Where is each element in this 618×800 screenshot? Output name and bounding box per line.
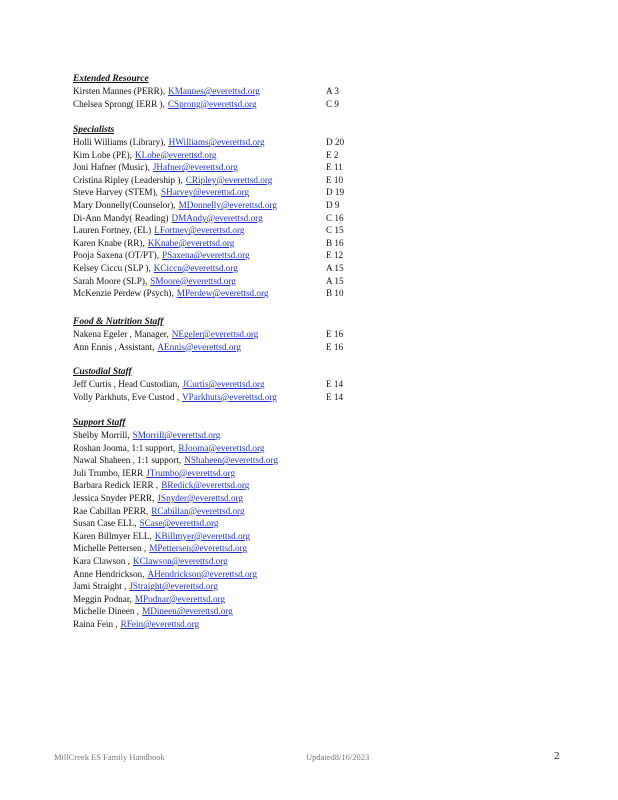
contact-name-role: Karen Billmyer ELL, [73, 530, 152, 541]
room-number: D 19 [326, 187, 345, 198]
email-link[interactable]: MPodnar@everettsd.org [134, 593, 226, 604]
contact-row [73, 429, 553, 442]
email-link[interactable]: SMorrill@everettsd.org [132, 430, 221, 440]
contact-row [73, 593, 553, 606]
contact-name-role: Holli Williams (Library), [73, 137, 166, 147]
email-link[interactable]: AEnnis@everettsd.org [157, 341, 241, 352]
contact-row [73, 275, 553, 288]
contact-name-role: McKenzie Perdew (Psych), [73, 288, 174, 299]
footer-handbook-title: MillCreek ES Family Handbook [54, 752, 165, 762]
email-link[interactable]: KLobe@everettsd.org [134, 149, 217, 160]
contact-row [73, 98, 553, 111]
email-link[interactable]: NEgeler@everettsd.org [171, 329, 259, 339]
contact-row [73, 341, 553, 354]
contact-name-role: Steve Harvey (STEM), [73, 187, 158, 198]
contact-row [73, 224, 553, 237]
contact-name-role: Nakena Egeler , Manager, [73, 329, 169, 339]
email-link[interactable]: VParkhuts@everettsd.org [182, 391, 277, 402]
section-custodial [73, 366, 553, 403]
email-link[interactable]: MPerdew@everettsd.org [176, 288, 269, 299]
section-food-nutrition [73, 316, 553, 353]
email-link[interactable]: MDonnelly@everettsd.org [178, 199, 277, 210]
email-link[interactable]: MPettersen@everettsd.org [149, 543, 248, 554]
email-link[interactable]: JHafner@everettsd.org [152, 162, 238, 173]
contact-name-role: Pooja Saxena (OT/PT), [73, 250, 159, 261]
contact-name-role: Di-Ann Mandy( Reading) [73, 212, 169, 223]
room-number: E 16 [326, 341, 344, 352]
email-link[interactable]: SHarvey@everettsd.org [160, 187, 250, 198]
email-link[interactable]: RCabillan@everettsd.org [151, 505, 245, 516]
email-link[interactable]: KKnabe@everettsd.org [147, 237, 235, 248]
contact-row [73, 391, 553, 404]
email-link[interactable]: HWilliams@everettsd.org [168, 137, 265, 147]
email-link[interactable]: PSaxena@everettsd.org [162, 250, 250, 261]
contact-name-role: Anne Hendrickson, [73, 568, 145, 579]
room-number: C 9 [326, 98, 340, 109]
contact-row [73, 542, 553, 555]
contact-row [73, 378, 553, 391]
contact-name-role: Karen Knabe (RR), [73, 237, 145, 248]
contact-row [73, 618, 553, 631]
footer-updated-date: Updated8/16/2023 [306, 752, 370, 762]
email-link[interactable]: CSprong@everettsd.org [167, 98, 257, 109]
contact-row [73, 149, 553, 162]
room-number: A 3 [326, 86, 340, 96]
email-link[interactable]: KCiccu@everettsd.org [153, 262, 238, 273]
contact-row [73, 580, 553, 593]
contact-row [73, 249, 553, 262]
room-number: E 14 [326, 379, 344, 389]
email-link[interactable]: AHendrickson@everettsd.org [147, 568, 258, 579]
room-number: A 15 [326, 275, 344, 286]
contact-name-role: Kirsten Mannes (PERR), [73, 86, 166, 96]
contact-name-role: Susan Case ELL, [73, 518, 137, 529]
contact-name-role: Chelsea Sprong( IERR ), [73, 98, 165, 109]
email-link[interactable]: MDineen@everettsd.org [142, 606, 233, 617]
room-number: C 15 [326, 225, 344, 236]
contact-row [73, 237, 553, 250]
contact-name-role: Kelsey Ciccu (SLP ), [73, 262, 151, 273]
contact-row [73, 555, 553, 568]
email-link[interactable]: RJooma@everettsd.org [178, 442, 265, 453]
section-specialists [73, 124, 553, 300]
contact-name-role: Nawal Shaheen , 1:1 support, [73, 455, 182, 466]
contact-name-role: Michelle Pettersen , [73, 543, 147, 554]
contact-row [73, 186, 553, 199]
contact-row [73, 212, 553, 225]
contact-name-role: Jami Straight , [73, 581, 127, 592]
contact-name-role: Michelle Dineen , [73, 606, 140, 617]
contact-row [73, 517, 553, 530]
section-title: Extended Resource [73, 74, 149, 84]
email-link[interactable]: SCase@everettsd.org [139, 518, 219, 529]
email-link[interactable]: JStraight@everettsd.org [129, 581, 219, 592]
page-number: 2 [554, 750, 560, 762]
contact-row [73, 492, 553, 505]
contact-name-role: Jeff Curtis , Head Custodian, [73, 379, 180, 389]
room-number: D 20 [326, 137, 345, 147]
room-number: E 12 [326, 250, 344, 261]
contact-name-role: Shelby Morrill, [73, 430, 130, 440]
email-link[interactable]: JTrumbo@everettsd.org [146, 467, 236, 478]
email-link[interactable]: DMAndy@everettsd.org [171, 212, 263, 223]
contact-row [73, 605, 553, 618]
contact-row [73, 262, 553, 275]
room-number: B 10 [326, 288, 344, 299]
room-number: E 2 [326, 149, 339, 160]
contact-name-role: Meggin Podnar, [73, 593, 132, 604]
email-link[interactable]: JSnyder@everettsd.org [157, 492, 244, 503]
section-extended-resource [73, 73, 553, 110]
room-number: E 16 [326, 329, 344, 339]
contact-name-role: Raina Fein , [73, 618, 118, 629]
contact-name-role: Kim Lobe (PE), [73, 149, 132, 160]
contact-name-role: Lauren Fortney, (EL) [73, 225, 152, 236]
room-number: E 14 [326, 391, 344, 402]
contact-row [73, 505, 553, 518]
contact-name-role: Kara Clawson , [73, 555, 130, 566]
room-number: E 11 [326, 162, 343, 173]
section-title: Custodial Staff [73, 367, 132, 377]
contact-row [73, 328, 553, 341]
contact-row [73, 85, 553, 98]
email-link[interactable]: KMannes@everettsd.org [168, 86, 260, 96]
contact-row [73, 287, 553, 300]
contact-name-role: Mary Donnelly(Counselor), [73, 199, 176, 210]
section-support-staff [73, 417, 553, 631]
contact-row [73, 568, 553, 581]
room-number: A 15 [326, 262, 344, 273]
contact-name-role: Volly Parkhuts, Eve Custod , [73, 391, 180, 402]
contact-name-role: Rae Cabillan PERR, [73, 505, 149, 516]
email-link[interactable]: SMoore@everettsd.org [150, 275, 236, 286]
room-number: B 16 [326, 237, 344, 248]
contact-name-role: Jessica Snyder PERR, [73, 492, 155, 503]
contact-row [73, 479, 553, 492]
contact-name-role: Barbara Redick IERR , [73, 480, 159, 491]
email-link[interactable]: LFortney@everettsd.org [154, 225, 245, 236]
contact-row [73, 161, 553, 174]
email-link[interactable]: BRedick@everettsd.org [161, 480, 250, 491]
email-link[interactable]: KClawson@everettsd.org [132, 555, 228, 566]
contact-name-role: Ann Ennis , Assistant, [73, 341, 155, 352]
contact-name-role: Joni Hafner (Music), [73, 162, 150, 173]
room-number: E 10 [326, 174, 344, 185]
contact-row [73, 530, 553, 543]
section-title: Support Staff [73, 418, 126, 428]
contact-row [73, 199, 553, 212]
email-link[interactable]: KBillmyer@everettsd.org [154, 530, 251, 541]
contact-name-role: Roshan Jooma, 1:1 support, [73, 442, 176, 453]
room-number: D 9 [326, 199, 340, 210]
section-title: Specialists [73, 125, 115, 135]
contact-row [73, 442, 553, 455]
room-number: C 16 [326, 212, 344, 223]
contact-name-role: Cristina Ripley (Leadership ), [73, 174, 183, 185]
email-link[interactable]: CRipley@everettsd.org [185, 174, 273, 185]
email-link[interactable]: RFein@everettsd.org [120, 618, 200, 629]
section-title: Food & Nutrition Staff [73, 317, 164, 327]
contact-row [73, 174, 553, 187]
email-link[interactable]: NShaheen@everettsd.org [184, 455, 278, 466]
contact-row [73, 136, 553, 149]
contact-row [73, 467, 553, 480]
email-link[interactable]: JCurtis@everettsd.org [182, 379, 265, 389]
contact-row [73, 454, 553, 467]
contact-name-role: Sarah Moore (SLP), [73, 275, 148, 286]
contact-name-role: Juli Trumbo, IERR [73, 467, 144, 478]
